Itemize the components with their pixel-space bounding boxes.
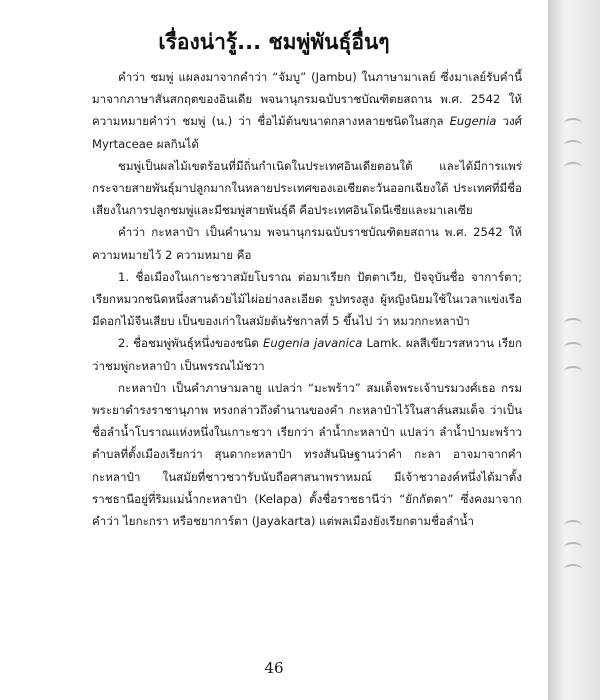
page-number: 46	[264, 659, 284, 677]
binding-ring	[564, 520, 582, 531]
paragraph-jambu: คำว่า ชมพู่ แผลงมาจากคำว่า “จัมบู” (Jambu) ในภาษามาเลย์ ซึ่งมาเลย์รับคำนี้มาจากภาษาสันสกฤตของอินเดีย พจนานุกรมฉบับราชบัณฑิตยสถาน พ.ศ. 2542 ให้ความหมายคำว่า ชมพู่ (น.) ว่า ชื่อไม้ต้นขนาดกลางหลายชนิดในสกุล Eugenia วงศ์ Myrtaceae ผลกินได้	[92, 70, 523, 151]
binding-ring	[564, 342, 582, 353]
binding-ring	[564, 564, 582, 575]
binding-ring	[564, 162, 582, 173]
body-text	[92, 66, 522, 532]
book-binding	[548, 0, 600, 700]
paragraph-origin: ชมพู่เป็นผลไม้เขตร้อนที่มีถิ่นกำเนิดในประเทศอินเดียตอนใต้ และได้มีการแพร่กระจายสายพันธุ์มาปลูกมากในหลายประเทศของเอเชียตะวันออกเฉียงใต้ ประเทศที่มีชื่อเสียงในการปลูกชมพู่และมีชมพู่สายพันธุ์ดี คือประเทศอินโดนีเซียและมาเลเซีย	[92, 158, 522, 218]
binding-ring	[564, 140, 582, 151]
paragraph-kalapa-definition: คำว่า กะหลาป๋า เป็นคำนาม พจนานุกรมฉบับราชบัณฑิตยสถาน พ.ศ. 2542 ให้ความหมายไว้ 2 ความหมาย คือ	[92, 225, 522, 262]
binding-ring	[564, 366, 582, 377]
paragraph-kalapa-history: กะหลาป๋า เป็นคำภาษามลายู แปลว่า “มะพร้าว” สมเด็จพระเจ้าบรมวงศ์เธอ กรมพระยาดำรงราชานุภาพ ทรงกล่าวถึงตำนานของคำ กะหลาป๋าไว้ในสาส์นสมเด็จ ว่าเป็นชื่อลำน้ำโบราณแห่งหนึ่งในเกาะชวา เรียกว่า ลำน้ำกะหลาป๋า แปลว่า ลำน้ำป่ามะพร้าว ตำบลที่ตั้งเมืองเรียกว่า สุนดากะหลาป๋า ทรงสันนิษฐานว่าคำ กะลา อาจมาจากคำ กะหลาป๋า ในสมัยที่ชาวชวารับนับถือศาสนาพราหมณ์ มีเจ้าชวาองค์หนึ่งได้มาตั้งราชธานีอยู่ที่ริมแม่น้ำกะหลาป๋า (Kelapa) ตั้งชื่อราชธานีว่า “ยักกัตตา” ซึ่งคงมาจากคำว่า ไยกะกรา หรือชยาการ์ตา (Jayakarta) แต่พลเมืองยังเรียกตามชื่อลำน้ำ	[92, 380, 522, 529]
binding-ring	[564, 118, 582, 129]
definition-item-2: 2. ชื่อชมพู่พันธุ์หนึ่งของชนิด Eugenia javanica Lamk. ผลสีเขียวรสหวาน เรียกว่าชมพู่กะหลาป๋า เป็นพรรณไม้ชวา	[92, 336, 522, 373]
binding-ring	[564, 542, 582, 553]
definition-item-1: 1. ชื่อเมืองในเกาะชวาสมัยโบราณ ต่อมาเรียก ปัตตาเวีย, ปัจจุบันชื่อ จาการ์ตา; เรียกหมวกชนิดหนึ่งสานด้วยไม้ไผ่อย่างละเอียด รูปทรงสูง ผู้หญิงนิยมใช้ในเวลาแข่งเรือ มีดอกไม้จีนเสียบ เป็นของเก่าในสมัยต้นรัชกาลที่ 5 ขึ้นไป ว่า หมวกกะหลาป๋า	[92, 269, 522, 329]
page-title: เรื่องน่ารู้... ชมพู่พันธุ์อื่นๆ	[158, 30, 390, 54]
binding-ring	[564, 318, 582, 329]
